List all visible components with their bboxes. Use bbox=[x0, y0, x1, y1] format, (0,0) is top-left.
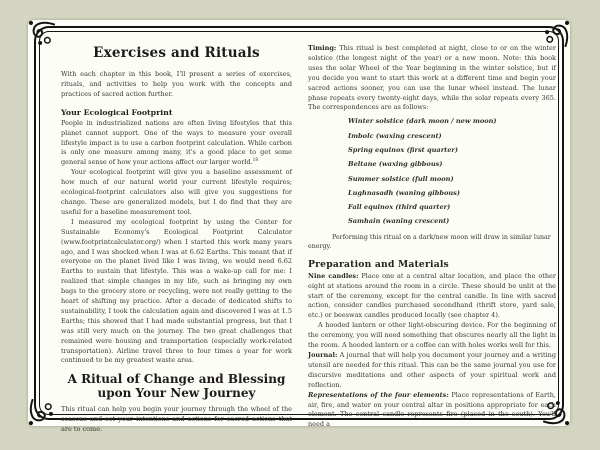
footnote-marker: 18 bbox=[252, 158, 259, 164]
corner-flourish-top-right-icon bbox=[543, 20, 570, 47]
material-candles-paragraph: Nine candles: Place one at a central altar location, and place the other eight at stations around the room in a circle. These should be unlit at the start of the ceremony, except for the central candle. In line with sacred action, consider candles purchased secondhand (thrift store, yard sale, etc.) or beeswax candles produced locally (see chapter 4). bbox=[308, 271, 556, 320]
preparation-heading: Preparation and Materials bbox=[308, 258, 449, 270]
list-item: Lughnasadh (waning gibbous) bbox=[348, 188, 461, 197]
lunar-note: Performing this ritual on a dark/new moon will draw in similar lunar energy. bbox=[308, 233, 551, 250]
right-page bbox=[308, 44, 556, 430]
corner-flourish-top-left-icon bbox=[28, 20, 55, 47]
ritual-intro-paragraph: This ritual can help you begin your journey through the wheel of the seasons and set your intentions and actions for sacred actions that are to come. bbox=[61, 405, 292, 434]
material-journal-paragraph: Journal: A journal that will help you document your journey and a writing utensil are needed for this ritual. This can be the same journal you use for discursive meditations and other aspects of your spiritual work and reflection. bbox=[308, 350, 556, 389]
ritual-section-heading: A Ritual of Change and Blessing upon Your New Journey bbox=[67, 372, 286, 400]
list-item: Samhain (waning crescent) bbox=[348, 217, 450, 226]
timing-label: Timing: bbox=[308, 44, 337, 52]
chapter-intro-paragraph: With each chapter in this book, I'll present a series of exercises, rituals, and activities to help you work with the concepts and practices of sacred action further. bbox=[61, 70, 292, 98]
list-item: Beltane (waxing gibbous) bbox=[348, 160, 443, 169]
list-item: Imbolc (waxing crescent) bbox=[348, 131, 442, 140]
list-item: Summer solstice (full moon) bbox=[348, 174, 454, 183]
corner-flourish-bottom-left-icon bbox=[28, 399, 55, 426]
list-item: Spring equinox (first quarter) bbox=[348, 145, 459, 154]
eco-footprint-heading: Your Ecological Footprint bbox=[61, 107, 173, 117]
eco-paragraph-3: I measured my ecological footprint by using the Center for Sustainable Economy's Ecological Footprint Calculator (www.footprintcalculator.org/) when I started this work many years ago, and I was shocked when I was at 6.62 Earths. This meant that if everyone on the planet lived like I was living, we would need 6.62 Earths to sustain that lifestyle. This was a wake-up call for me: I realized that simple changes in my life, such as bringing my own bags to the grocery store or recycling, were not really getting to the heart of shifting my practice. After a decade of dedicated shifts to sustainability, I took the calculation again and discovered I was at 1.5 Earths; this showed that I had made substantial progress, but that I was still very much on the journey. The two great challenges that remained were housing and transportation (especially work-related transportation). Airline travel three to four times a year for work continued to be my greatest waste area. bbox=[61, 217, 292, 365]
candles-label: Nine candles: bbox=[308, 271, 359, 280]
correspondence-list bbox=[348, 118, 556, 226]
eco-paragraph-1: People in industrialized nations are often living lifestyles that this planet cannot support. One of the ways to measure your overall lifestyle impact is to use a carbon footprint calculation. While carbon is only one measure among many, it's a good place to get some general sense of how your actions affect our larger world.$^{18}$ bbox=[61, 118, 292, 167]
chapter-title: Exercises and Rituals bbox=[93, 45, 260, 61]
left-page bbox=[61, 44, 292, 435]
timing-paragraph: Timing: This ritual is best completed at night, close to or on the winter solstice (the longest night of the year) or a new moon. Note: this book uses the solar Wheel of the Year beginning in the winter solstice, but if you decide you want to start this work at a different time and begin your sacred actions sooner, you can use the lunar wheel instead. The lunar phase repeats every twenty-eight days, while the solar repeats every 365. The correspondences are as follows: bbox=[308, 44, 556, 112]
book-spread-paper bbox=[28, 20, 570, 434]
elements-label: Representations of the four elements: bbox=[308, 390, 449, 399]
journal-label: Journal: bbox=[308, 350, 338, 359]
list-item: Fall equinox (third quarter) bbox=[348, 203, 451, 212]
material-lantern-paragraph: A hooded lantern or other light-obscuring device. For the beginning of the ceremony, you will need something that obscures nearly all the light in the room. A hooded lantern or a coffee can with holes works well for this. bbox=[308, 321, 556, 350]
eco-paragraph-2: Your ecological footprint will give you a baseline assessment of how much of our natural world your current lifestyle requires; ecological-footprint calculators also will give you suggestions for change. These are generalized models, but I do find that they are useful for a baseline measurement tool. bbox=[61, 168, 292, 216]
material-elements-paragraph: Representations of the four elements: Place representations of Earth, air, fire, and water on your central altar in positions appropriate for each element. The central candle represents fire (placed in the south). You'll need a bbox=[308, 390, 556, 429]
list-item: Winter solstice (dark moon / new moon) bbox=[348, 117, 497, 126]
